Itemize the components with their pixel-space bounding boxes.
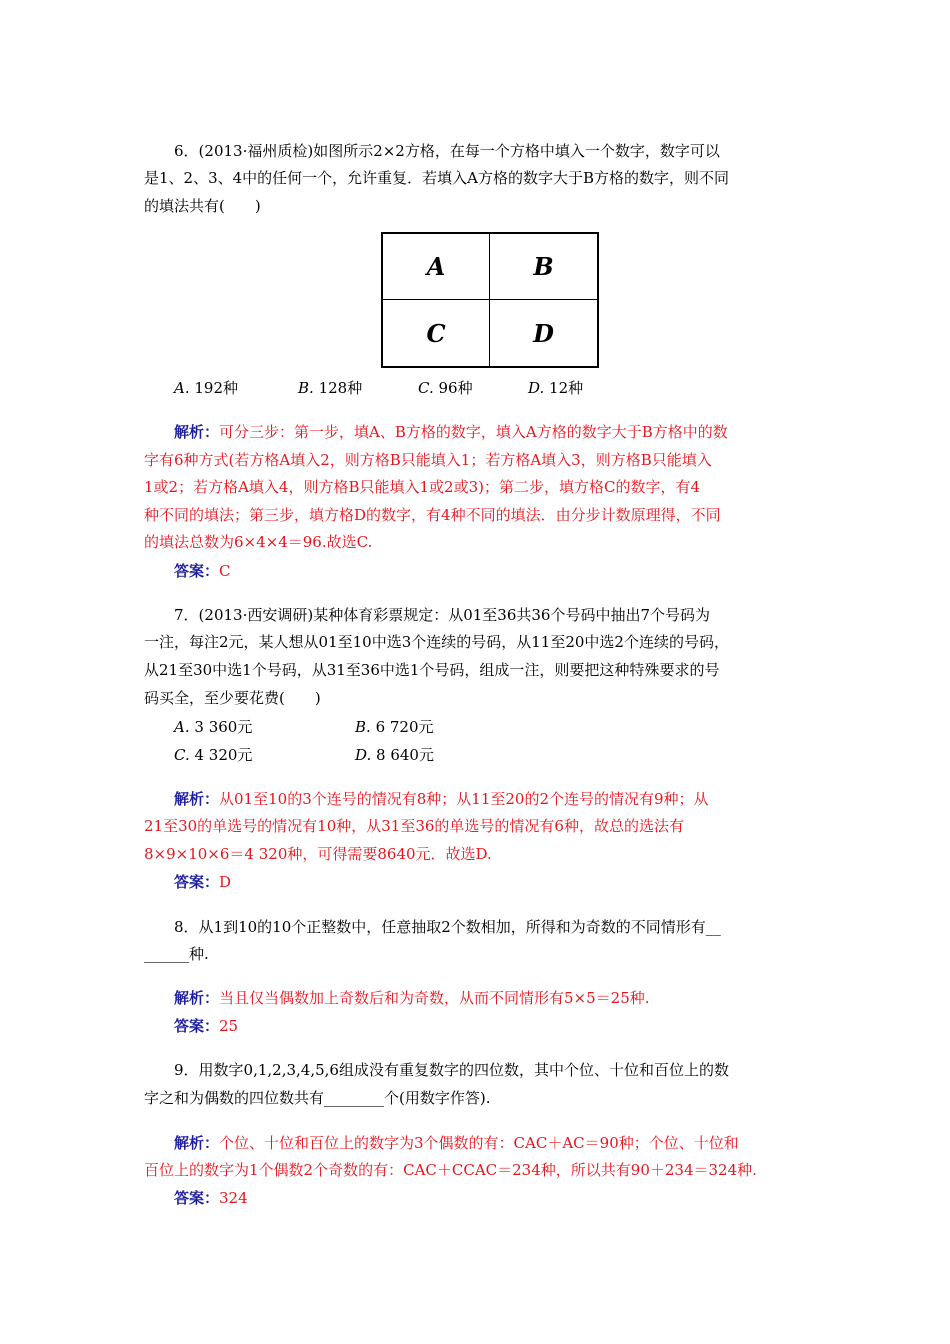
q6-analysis-line-1 (174, 422, 728, 442)
q9-analysis-text-1: 个位、十位和百位上的数字为3个偶数的有：CAC＋AC＝90种；个位、十位和 (219, 1134, 739, 1152)
q7-option-a-text: 3 360元 (189, 718, 253, 736)
q6-option-a-text: 192种 (189, 379, 239, 397)
q7-option-d-text: 8 640元 (371, 746, 434, 764)
q6-line-3: 的填法共有( ) (144, 197, 261, 215)
q6-option-d-text: 12种 (544, 379, 584, 397)
q7-answer-value: D (219, 873, 232, 891)
q7-analysis-line-2: 21至30的单选号的情况有10种，从31至36的单选号的情况有6种，故总的选法有 (144, 817, 684, 835)
q7-option-b-letter: B. (355, 718, 371, 736)
q8-analysis-text-1: 当且仅当偶数加上奇数后和为奇数，从而不同情形有5×5＝25种. (219, 989, 650, 1007)
q7-line-4: 码买全，至少要花费( ) (144, 689, 321, 707)
q7-option-c (174, 745, 252, 765)
q6-option-d-letter: D. (528, 379, 545, 397)
q9-answer-label: 答案： (174, 1189, 220, 1207)
q6-option-c-letter: C. (418, 379, 434, 397)
q7-line-1: 7．(2013·西安调研)某种体育彩票规定：从01至36共36个号码中抽出7个号码为 (174, 606, 710, 624)
grid-cell-d: D (533, 318, 554, 348)
q7-option-a (174, 717, 252, 737)
q8-answer-label: 答案： (174, 1017, 220, 1035)
q6-option-c (418, 378, 473, 398)
q6-answer-value: C (219, 562, 231, 580)
q6-option-a-letter: A. (174, 379, 190, 397)
q6-answer (174, 561, 231, 581)
q7-answer (174, 872, 231, 892)
q9-analysis-line-2: 百位上的数字为1个偶数2个奇数的有：CAC＋CCAC＝234种，所以共有90＋234＝324种. (144, 1161, 757, 1179)
q7-option-a-letter: A. (174, 718, 190, 736)
q8-analysis-label: 解析： (174, 989, 220, 1007)
q8-line-2: ______种. (144, 945, 209, 963)
q6-option-b-text: 128种 (313, 379, 363, 397)
q9-answer (174, 1188, 248, 1208)
q8-answer (174, 1016, 238, 1036)
grid-cell-c: C (383, 300, 490, 366)
q6-option-c-text: 96种 (433, 379, 473, 397)
q6-analysis-line-4: 种不同的填法；第三步，填方格D的数字，有4种不同的填法．由分步计数原理得，不同 (144, 506, 721, 524)
q6-grid-figure (381, 232, 599, 368)
q9-analysis-line-1 (174, 1133, 739, 1153)
q7-option-b (355, 717, 434, 737)
q7-option-c-letter: C. (174, 746, 190, 764)
q6-line-1: 6．(2013·福州质检)如图所示2×2方格，在每一个方格中填入一个数字，数字可以 (174, 142, 720, 160)
q7-option-c-text: 4 320元 (189, 746, 253, 764)
q7-line-3: 从21至30中选1个号码，从31至36中选1个号码，组成一注，则要把这种特殊要求的号 (144, 661, 720, 679)
q7-analysis-line-1 (174, 789, 709, 809)
q6-option-b-letter: B. (298, 379, 314, 397)
q6-analysis-line-3: 1或2；若方格A填入4，则方格B只能填入1或2或3)；第二步，填方格C的数字，有4 (144, 478, 700, 496)
q6-analysis-line-2: 字有6种方式(若方格A填入2，则方格B只能填入1；若方格A填入3，则方格B只能填入 (144, 451, 712, 469)
q7-option-d-letter: D. (355, 746, 372, 764)
q9-line-1: 9．用数字0,1,2,3,4,5,6组成没有重复数字的四位数，其中个位、十位和百位上的数 (174, 1061, 729, 1079)
q7-answer-label: 答案： (174, 873, 220, 891)
q6-option-d (528, 378, 583, 398)
q6-analysis-label: 解析： (174, 423, 220, 441)
q8-line-1: 8．从1到10的10个正整数中，任意抽取2个数相加，所得和为奇数的不同情形有__ (174, 918, 721, 936)
q7-analysis-text-1: 从01至10的3个连号的情况有8种；从11至20的2个连号的情况有9种；从 (219, 790, 709, 808)
q7-option-b-text: 6 720元 (370, 718, 434, 736)
q9-answer-value: 324 (219, 1189, 248, 1207)
q8-analysis-line-1 (174, 988, 650, 1008)
q7-option-d (355, 745, 434, 765)
q7-line-2: 一注，每注2元，某人想从01至10中选3个连续的号码，从11至20中选2个连续的号码， (144, 633, 729, 651)
q8-answer-value: 25 (219, 1017, 239, 1035)
q6-analysis-line-5: 的填法总数为6×4×4＝96.故选C. (144, 533, 373, 551)
q6-answer-label: 答案： (174, 562, 220, 580)
q6-option-a (174, 378, 238, 398)
q7-analysis-line-3: 8×9×10×6＝4 320种，可得需要8640元．故选D. (144, 845, 492, 863)
q6-line-2: 是1、2、3、4中的任何一个，允许重复．若填入A方格的数字大于B方格的数字，则不同 (144, 169, 730, 187)
q6-analysis-text-1: 可分三步：第一步，填A、B方格的数字，填入A方格的数字大于B方格中的数 (219, 423, 728, 441)
q7-analysis-label: 解析： (174, 790, 220, 808)
q6-option-b (298, 378, 362, 398)
q9-analysis-label: 解析： (174, 1134, 220, 1152)
grid-cell-b: B (490, 234, 597, 300)
q9-line-2: 字之和为偶数的四位数共有________个(用数字作答). (144, 1089, 491, 1107)
grid-cell-a: A (383, 234, 490, 300)
